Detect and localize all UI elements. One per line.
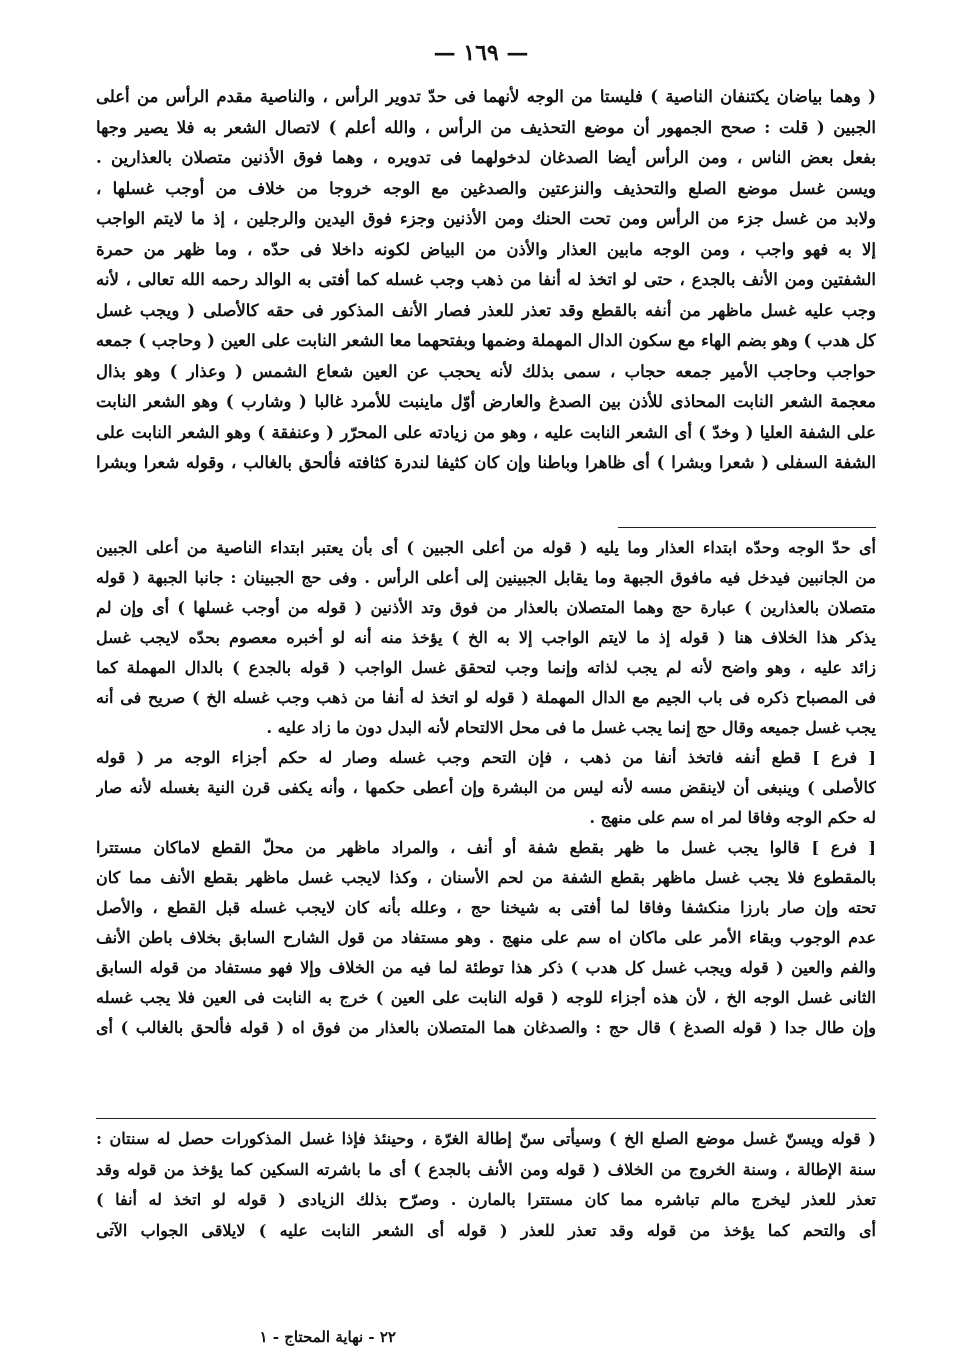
commentary-line: يجب غسل جميعه وقال حج إنما يجب غسل ما فى محل الالتحام لأنه البدل دون ما زاد عليه . <box>266 718 876 737</box>
commentary-one <box>96 533 876 1043</box>
commentary-line: تحته وإن صار بارزا منكشفا وفاقا لما أفتى به شيخنا حج ، وعلله بأنه كان لايجب غسله قبل القطع ، والأصل <box>96 898 876 917</box>
commentary-line: [ فرع ] قطع أنفه فاتخذ أنفا من ذهب ، فإن التحم وجب غسله وصار له حكم أجزاء الوجه مر ( قوله <box>96 748 876 767</box>
commentary-line: الثانى غسل الوجه الخ ، لأن هذه أجزاء للوجه ( قوله النابت على العين ) خرج به النابت فى العين فلا يجب غسله <box>96 988 876 1007</box>
main-line: ولابد من غسل جزء من الرأس ومن تحت الحنك ومن الأذنين وجزء فوق اليدين والرجلين ، إذ ما لايتم الواجب <box>96 209 876 228</box>
main-line: الشفة السفلى ( شعرا وبشرا ) أى ظاهرا وباطنا وإن كان كثيفا لندرة كثافته فألحق بالغالب ، وقوله شعرا وبشرا <box>96 453 876 472</box>
commentary-line: تعذر للعذر ليخرج مالم تباشره مما كان مستترا بالمارن . وصرّح بذلك الزيادى ( قوله لو اتخذ له أنفا ) <box>96 1190 876 1209</box>
commentary-line: فى المصباح ذكره فى باب الجيم مع الدال المهملة ( قوله لو اتخذ له أنفا من ذهب وجب غسله الخ ) صريح فى أنه <box>96 688 876 707</box>
commentary-line: من الجانبين فيدخل فيه مافوق الجبهة وما يقابل الجبينين إلى أعلى الرأس . وفى حج الجبينان : جانبا الجبهة ( قوله <box>96 568 876 587</box>
main-line: كل هدب ) وهو بضم الهاء مع سكون الدال المهملة وضمها وبفتحهما معا الشعر النابت على العين ( وحاجب ) جمعه <box>96 331 876 350</box>
main-line: حواجب وحاجب الأمير جمعه حجاب ، سمى بذلك لأنه يحجب عن العين شعاع الشمس ( وعذار ) وهو بذال <box>96 361 876 381</box>
commentary-line: متصلان بالعذارين ) عبارة حج وهما المتصلان بالعذار من فوق وتد الأذنين ( قوله من أوجب غسلها ) أى وإن لم <box>96 598 876 617</box>
main-line: الشفتين ومن الأنف بالجدع ، حتى لو اتخذ له أنفا من ذهب وجب غسله كما أفتى به الوالد رحمه الله تعالى ، لأنه <box>96 270 876 289</box>
commentary-line: والفم والعين ( قوله ويجب غسل كل هدب ) ذكر هذا توطئة لما فيه من الخلاف وإلا فهو مستفاد من قوله السابق <box>96 958 876 977</box>
page-number: — ١٦٩ — <box>433 40 529 66</box>
commentary-line: كالأصلى ) وينبغى أن لاينقض مسه لأنه ليس من البشرة وإن أعطى حكمها ، وأنه يكفى قرن النية بغسله لأنه صار <box>96 778 876 797</box>
separator-rule <box>618 527 876 528</box>
commentary-line: أى والتحم كما يؤخذ من قوله وقد تعذر للعذر ( قوله أى الشعر النابت عليه ) لايلاقى الجواب الآتى <box>96 1220 876 1240</box>
main-line: بفعل بعض الناس ، ومن الرأس أيضا الصدغان لدخولهما فى تدويره ، وهما فوق الأذنين متصلان بالعذارين . <box>96 148 876 167</box>
commentary-line: [ فرع ] قالوا يجب غسل ما ظهر بقطع شفة أو أنف ، والمراد ماظهر من محلّ القطع لاماكان مستترا <box>96 838 876 857</box>
commentary-line: زائد عليه ، وهو واضح لأنه لم يجب لذاته وإنما وجب لتحقق غسل الواجب ( قوله بالجدع ) بالدال المهملة كما <box>96 658 876 677</box>
commentary-line: وإن طال جدا ( قوله الصدغ ) قال حج : والصدغان هما المتصلان بالعذار من فوق اه ( قوله فألحق بالغالب ) أى <box>96 1018 876 1037</box>
commentary-line: أى حدّ الوجه وحدّه ابتداء العذار وما يليه ( قوله من أعلى الجبين ) أى بأن يعتبر ابتداء الناصية من أعلى الجبين <box>96 538 876 557</box>
commentary-line: ( قوله ويسنّ غسل موضع الصلع الخ ) وسيأتى سنّ إطالة الغرّة ، وحينئذ فإذا غسل المذكورات حصل له سنتان : <box>96 1129 876 1148</box>
main-line: على الشفة العليا ( وخدّ ) أى الشعر النابت عليه ، وهو من زيادته على المحرّر ( وعنفقة ) وهو الشعر النابت على <box>96 422 876 442</box>
commentary-line: سنة الإطالة ، وسنة الخروج من الخلاف ( قوله ومن الأنف بالجدع ) أى ما باشرته السكين كما يؤخذ من قوله وقد <box>96 1159 876 1179</box>
main-line: معجمة الشعر النابت المحاذى للأذن بين الصدغ والعارض أوّل ماينبت للأمرد غالبا ( وشارب ) وهو الشعر النابت <box>96 392 876 411</box>
main-line: وجب عليه غسل ماظهر من أنفه بالقطع وقد تعذر للعذر فصار الأنف المذكور فى حقه كالأصلى ( ويجب غسل <box>96 300 876 320</box>
commentary-two <box>96 1124 876 1246</box>
commentary-line: بالمقطوع فلا يجب غسل ماظهر بقطع الشفة من لحم الأسنان ، وكذا لايجب غسل ماظهر بقطع الأنف مما كان <box>96 868 876 887</box>
separator-rule <box>96 1118 876 1119</box>
main-line: إلا به فهو واجب ، ومن الوجه مابين العذار والأذن من البياض لكونه داخلا فى حدّه ، وما ظهر من حمرة <box>96 239 876 259</box>
main-text <box>96 82 876 479</box>
main-line: ( وهما بياضان يكتنفان الناصية ) فليستا من الوجه لأنهما فى حدّ تدوير الرأس ، والناصية مقدم الرأس من أعلى <box>96 87 876 106</box>
commentary-line: له حكم الوجه وفاقا لمر اه سم على منهج . <box>589 808 876 827</box>
commentary-line: عدم الوجوب وبقاء الأمر على ماكان اه سم على منهج . وهو مستفاد من قول الشارح السابق بخلاف باطن الأنف <box>96 928 876 947</box>
commentary-line: يذكر هذا الخلاف هنا ( قوله إذ ما لايتم الواجب إلا به الخ ) يؤخذ منه أنه لو أخبره معصوم بحدّه لايجب غسل <box>96 628 876 647</box>
main-line: ويسن غسل موضع الصلع والتحذيف والنزعتين والصدغين مع الوجه خروجا من خلاف من أوجب غسلها ، <box>96 178 876 198</box>
main-line: الجبين ( قلت : صحح الجمهور أن موضع التحذيف من الرأس ، والله أعلم ) لاتصال الشعر به فلا يصير وجها <box>96 117 876 137</box>
footer-signature: ٢٢ - نهاية المحتاج - ١ <box>259 1328 396 1346</box>
